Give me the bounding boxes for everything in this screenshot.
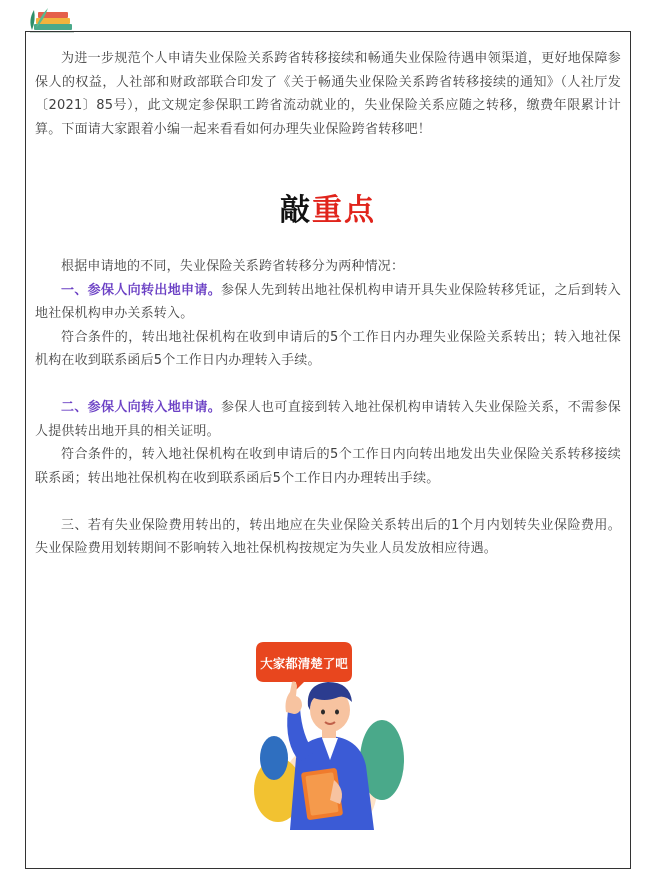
heading-part2: 重点 — [312, 193, 376, 228]
case2-paragraph — [35, 396, 621, 443]
bubble-text: 大家都清楚了吧 — [260, 656, 348, 671]
intro-paragraph: 为进一步规范个人申请失业保险关系跨省转移接续和畅通失业保险待遇申领渠道，更好地保障参保人的权益，人社部和财政部联合印发了《关于畅通失业保险关系跨省转移接续的通知》（人社厅发〔2021〕85号），此文规定参保职工跨省流动就业的，失业保险关系应随之转移，缴费年限累计计算。下面请大家跟着小编一起来看看如何办理失业保险跨省转移吧！ — [35, 51, 621, 137]
heading-part1: 敲 — [280, 193, 312, 228]
lead-paragraph: 根据申请地的不同，失业保险关系跨省转移分为两种情况： — [61, 259, 405, 274]
case1-body: 参保人先到转出地社保机构申请开具失业保险转移凭证，之后到转入地社保机构申办关系转入。 — [35, 282, 621, 321]
case1-title: 一、参保人向转出地申请。 — [61, 282, 222, 298]
case1-detail: 符合条件的，转出地社保机构在收到申请后的5个工作日内办理失业保险关系转出；转入地社保机构在收到联系函后5个工作日内办理转入手续。 — [35, 329, 621, 368]
article-content — [35, 47, 621, 561]
case3-paragraph: 三、若有失业保险费用转出的，转出地应在失业保险关系转出后的1个月内划转失业保险费用。失业保险费用划转期间不影响转入地社保机构按规定为失业人员发放相应待遇。 — [35, 517, 621, 556]
case1-paragraph — [35, 279, 621, 326]
case2-detail: 符合条件的，转入地社保机构在收到申请后的5个工作日内向转出地发出失业保险关系转移接续联系函；转出地社保机构在收到联系函后5个工作日内办理转出手续。 — [35, 447, 621, 486]
case2-body: 参保人也可直接到转入地社保机构申请转入失业保险关系，不需参保人提供转出地开具的相关证明。 — [35, 400, 621, 439]
thumbs-person-illustration — [244, 640, 414, 830]
section-heading — [35, 191, 621, 231]
case2-title: 二、参保人向转入地申请。 — [61, 400, 222, 415]
